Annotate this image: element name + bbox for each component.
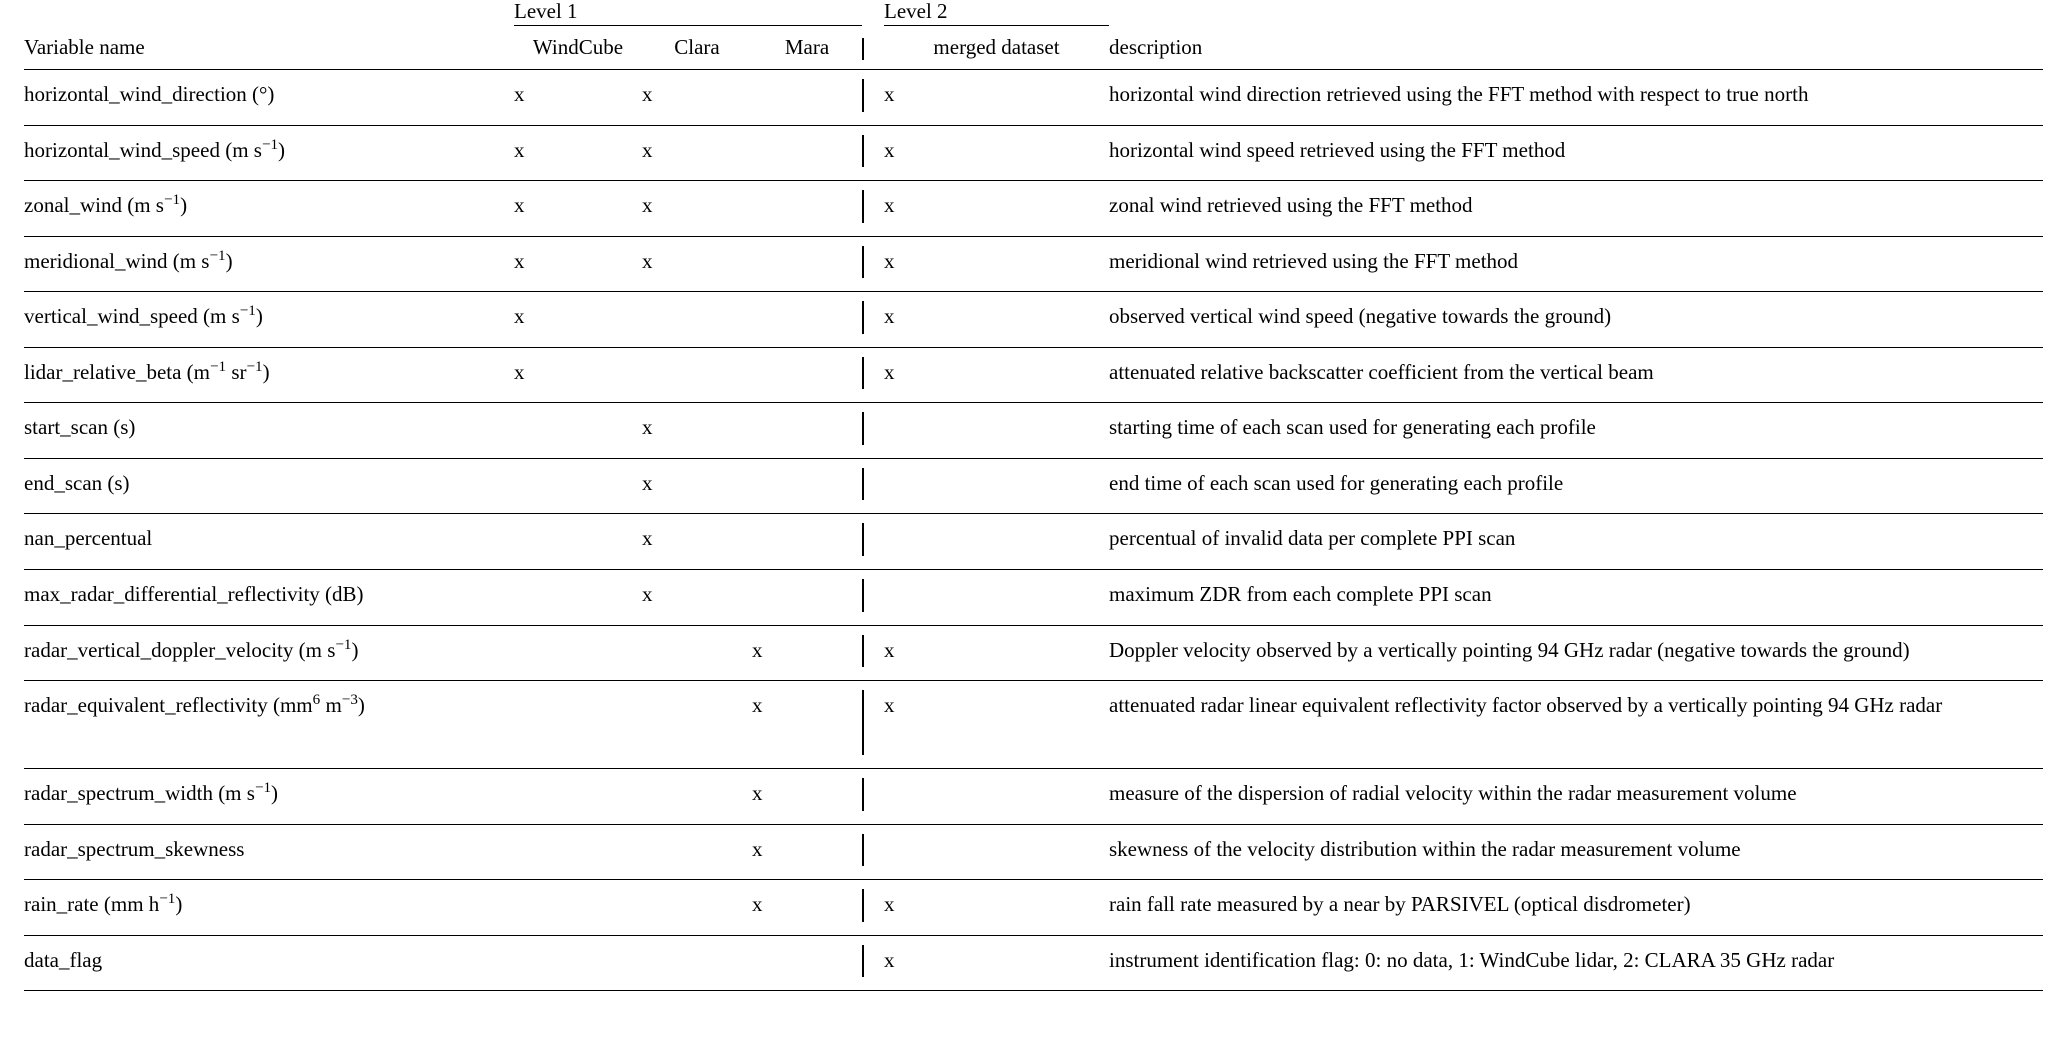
cell-description: zonal wind retrieved using the FFT method: [1109, 181, 2043, 237]
cell-mark-clara: [642, 681, 752, 769]
cell-mark-merged: x: [884, 935, 1109, 991]
cell-description: instrument identification flag: 0: no data, 1: WindCube lidar, 2: CLARA 35 GHz radar: [1109, 935, 2043, 991]
table-row: [24, 880, 2043, 936]
column-header-clara: Clara: [674, 35, 720, 60]
cell-mark-windcube: x: [514, 181, 642, 237]
cell-mark-mara: [752, 570, 862, 626]
table-row: [24, 70, 2043, 126]
table-row: [24, 403, 2043, 459]
table-body: [24, 70, 2043, 991]
cell-description: attenuated relative backscatter coefficient from the vertical beam: [1109, 347, 2043, 403]
cell-vertical-rule: [862, 181, 884, 237]
cell-variable-name: start_scan (s): [24, 403, 514, 459]
cell-description: observed vertical wind speed (negative towards the ground): [1109, 292, 2043, 348]
cell-variable-name: radar_vertical_doppler_velocity (m $s^{-1}$): [24, 625, 514, 681]
column-header-windcube: WindCube: [532, 35, 624, 60]
cell-variable-name: zonal_wind (m $s^{-1}$): [24, 181, 514, 237]
cell-vertical-rule: [862, 514, 884, 570]
cell-mark-mara: x: [752, 880, 862, 936]
cell-mark-merged: x: [884, 880, 1109, 936]
cell-vertical-rule: [862, 625, 884, 681]
cell-mark-mara: [752, 292, 862, 348]
table-row: [24, 935, 2043, 991]
cell-mark-mara: [752, 935, 862, 991]
cell-mark-merged: x: [884, 292, 1109, 348]
group-header-blank-description: [1109, 0, 2043, 26]
table-row: [24, 769, 2043, 825]
cell-mark-mara: [752, 181, 862, 237]
cell-vertical-rule: [862, 769, 884, 825]
cell-mark-windcube: [514, 570, 642, 626]
cell-mark-clara: x: [642, 403, 752, 459]
cell-description: skewness of the velocity distribution within the radar measurement volume: [1109, 824, 2043, 880]
table-row: [24, 181, 2043, 237]
cell-mark-windcube: [514, 625, 642, 681]
cell-mark-merged: [884, 570, 1109, 626]
cell-vertical-rule: [862, 70, 884, 126]
cell-vertical-rule: [862, 236, 884, 292]
cell-variable-name: radar_equivalent_reflectivity ($mm^6$ $m^{-3}$): [24, 681, 514, 769]
cell-variable-name: max_radar_differential_reflectivity (dB): [24, 570, 514, 626]
cell-mark-mara: [752, 347, 862, 403]
cell-mark-merged: x: [884, 70, 1109, 126]
cell-description: Doppler velocity observed by a vertically pointing 94 GHz radar (negative towards the ground): [1109, 625, 2043, 681]
table-row: [24, 681, 2043, 769]
group-header-separator: [862, 0, 884, 26]
cell-mark-merged: x: [884, 681, 1109, 769]
column-header-description: description: [1109, 34, 1203, 59]
cell-mark-clara: x: [642, 514, 752, 570]
cell-variable-name: radar_spectrum_skewness: [24, 824, 514, 880]
cell-mark-merged: [884, 769, 1109, 825]
group-header-level1: Level 1: [514, 0, 862, 26]
cell-mark-windcube: [514, 403, 642, 459]
cell-description: attenuated radar linear equivalent reflectivity factor observed by a vertically pointing 94 GHz radar: [1109, 681, 2043, 769]
table-row: [24, 292, 2043, 348]
cell-description: end time of each scan used for generating each profile: [1109, 458, 2043, 514]
cell-mark-merged: [884, 824, 1109, 880]
cell-mark-clara: [642, 880, 752, 936]
cell-mark-windcube: x: [514, 236, 642, 292]
cell-mark-clara: [642, 292, 752, 348]
cell-variable-name: end_scan (s): [24, 458, 514, 514]
cell-mark-merged: [884, 458, 1109, 514]
cell-vertical-rule: [862, 347, 884, 403]
cell-mark-mara: x: [752, 769, 862, 825]
cell-mark-clara: [642, 824, 752, 880]
column-header-mara: Mara: [784, 35, 830, 60]
cell-mark-merged: x: [884, 236, 1109, 292]
cell-variable-name: radar_spectrum_width (m $s^{-1}$): [24, 769, 514, 825]
column-header-merged: merged dataset: [933, 35, 1060, 60]
cell-mark-mara: x: [752, 681, 862, 769]
cell-mark-merged: x: [884, 347, 1109, 403]
cell-description: meridional wind retrieved using the FFT method: [1109, 236, 2043, 292]
cell-mark-mara: [752, 514, 862, 570]
table-row: [24, 625, 2043, 681]
group-header-row: [24, 0, 2043, 26]
cell-mark-windcube: [514, 681, 642, 769]
table-head: [24, 0, 2043, 70]
cell-mark-windcube: [514, 880, 642, 936]
cell-mark-clara: [642, 769, 752, 825]
cell-vertical-rule: [862, 292, 884, 348]
cell-vertical-rule: [862, 458, 884, 514]
cell-variable-name: data_flag: [24, 935, 514, 991]
table-row: [24, 458, 2043, 514]
cell-description: measure of the dispersion of radial velocity within the radar measurement volume: [1109, 769, 2043, 825]
cell-mark-mara: [752, 125, 862, 181]
cell-mark-windcube: [514, 514, 642, 570]
cell-mark-clara: x: [642, 181, 752, 237]
table-row: [24, 347, 2043, 403]
cell-mark-mara: x: [752, 824, 862, 880]
cell-description: maximum ZDR from each complete PPI scan: [1109, 570, 2043, 626]
cell-variable-name: nan_percentual: [24, 514, 514, 570]
cell-description: horizontal wind speed retrieved using the FFT method: [1109, 125, 2043, 181]
group-header-level2: Level 2: [884, 0, 1109, 26]
cell-vertical-rule: [862, 403, 884, 459]
cell-mark-clara: x: [642, 236, 752, 292]
cell-mark-windcube: [514, 458, 642, 514]
cell-mark-clara: [642, 625, 752, 681]
cell-mark-mara: [752, 458, 862, 514]
cell-mark-clara: [642, 347, 752, 403]
cell-mark-windcube: [514, 824, 642, 880]
cell-mark-windcube: [514, 935, 642, 991]
group-header-blank-variable: [24, 0, 514, 26]
table-row: [24, 236, 2043, 292]
cell-variable-name: vertical_wind_speed (m $s^{-1}$): [24, 292, 514, 348]
cell-mark-windcube: x: [514, 347, 642, 403]
column-header-vertical-rule: [862, 26, 884, 70]
cell-vertical-rule: [862, 681, 884, 769]
cell-variable-name: horizontal_wind_direction (°): [24, 70, 514, 126]
cell-mark-clara: x: [642, 125, 752, 181]
cell-description: percentual of invalid data per complete PPI scan: [1109, 514, 2043, 570]
cell-mark-windcube: x: [514, 292, 642, 348]
table-row: [24, 125, 2043, 181]
cell-mark-windcube: [514, 769, 642, 825]
cell-variable-name: lidar_relative_beta ($m^{-1}$ $sr^{-1}$): [24, 347, 514, 403]
cell-mark-merged: [884, 514, 1109, 570]
cell-variable-name: horizontal_wind_speed (m $s^{-1}$): [24, 125, 514, 181]
cell-vertical-rule: [862, 824, 884, 880]
cell-vertical-rule: [862, 880, 884, 936]
cell-mark-merged: x: [884, 625, 1109, 681]
variables-table: [24, 0, 2043, 991]
cell-mark-clara: [642, 935, 752, 991]
cell-mark-clara: x: [642, 70, 752, 126]
cell-variable-name: meridional_wind (m $s^{-1}$): [24, 236, 514, 292]
column-header-row: [24, 26, 2043, 70]
cell-description: starting time of each scan used for generating each profile: [1109, 403, 2043, 459]
cell-mark-mara: x: [752, 625, 862, 681]
cell-vertical-rule: [862, 935, 884, 991]
cell-mark-merged: [884, 403, 1109, 459]
cell-mark-merged: x: [884, 125, 1109, 181]
cell-mark-mara: [752, 236, 862, 292]
cell-vertical-rule: [862, 570, 884, 626]
table-row: [24, 514, 2043, 570]
cell-description: horizontal wind direction retrieved using the FFT method with respect to true north: [1109, 70, 2043, 126]
cell-mark-windcube: x: [514, 70, 642, 126]
table-row: [24, 570, 2043, 626]
cell-mark-mara: [752, 403, 862, 459]
cell-description: rain fall rate measured by a near by PARSIVEL (optical disdrometer): [1109, 880, 2043, 936]
cell-variable-name: rain_rate (mm $h^{-1}$): [24, 880, 514, 936]
table-row: [24, 824, 2043, 880]
cell-mark-windcube: x: [514, 125, 642, 181]
cell-mark-clara: x: [642, 458, 752, 514]
cell-mark-merged: x: [884, 181, 1109, 237]
cell-mark-mara: [752, 70, 862, 126]
column-header-variable: Variable name: [24, 34, 145, 59]
cell-vertical-rule: [862, 125, 884, 181]
cell-mark-clara: x: [642, 570, 752, 626]
